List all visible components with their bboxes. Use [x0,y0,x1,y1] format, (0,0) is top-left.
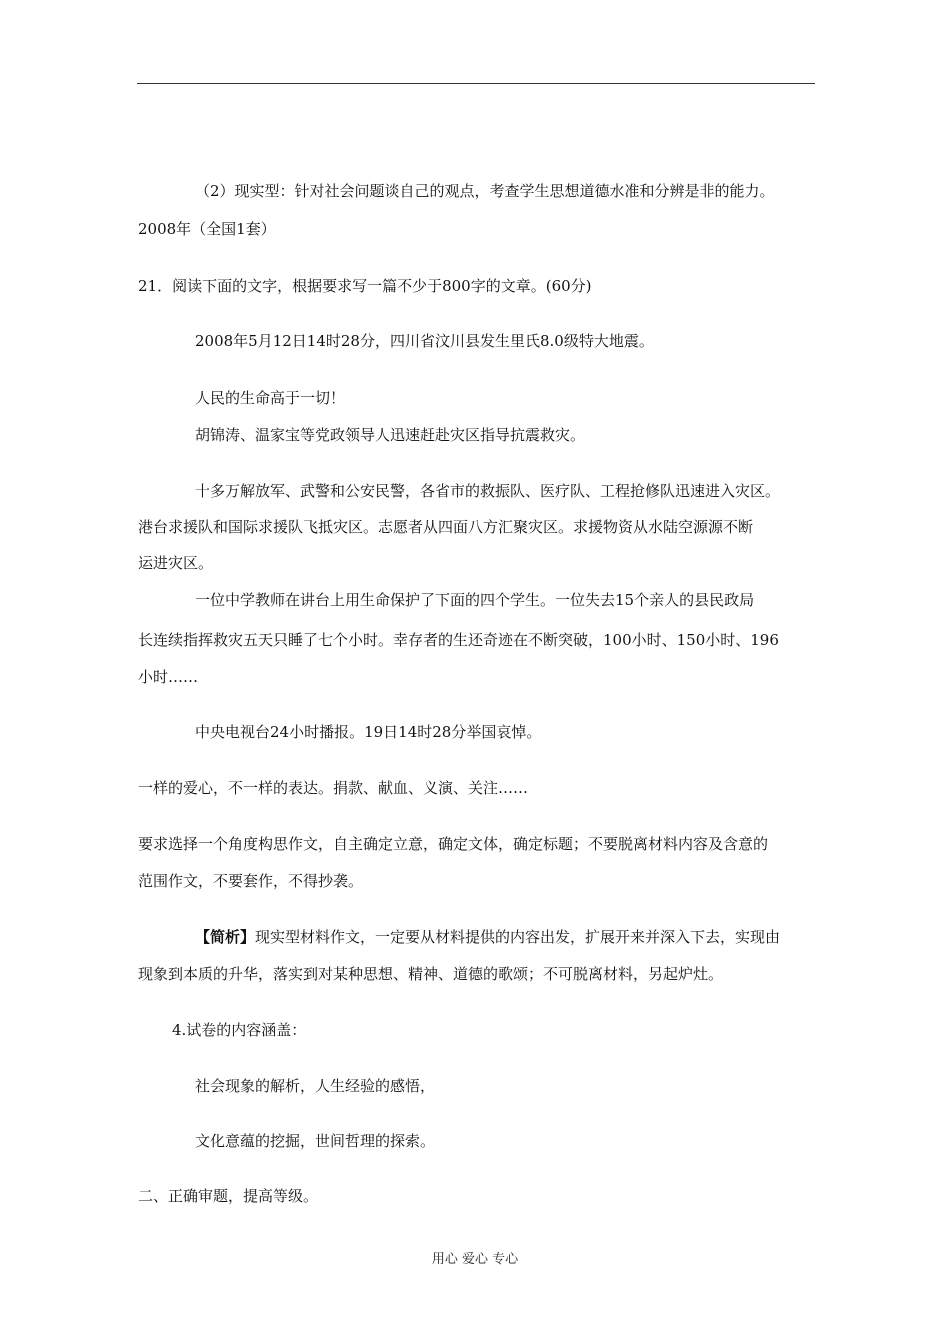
text-line: 范围作文，不要套作，不得抄袭。 [138,872,364,890]
text-line: 一位中学教师在讲台上用生命保护了下面的四个学生。一位失去15个亲人的县民政局 [195,591,755,609]
text-line: 4.试卷的内容涵盖： [172,1021,307,1039]
text-line: 社会现象的解析，人生经验的感悟， [195,1077,436,1095]
text-line: 2008年（全国1套） [138,220,276,238]
text-line: （2）现实型：针对社会问题谈自己的观点，考查学生思想道德水准和分辨是非的能力。 [195,182,775,200]
analysis-label: 【简析】 [195,928,256,946]
text-line: 一样的爱心，不一样的表达。捐款、献血、义演、关注…… [138,779,529,797]
text-line: 十多万解放军、武警和公安民警，各省市的救振队、医疗队、工程抢修队迅速进入灾区。 [195,482,781,500]
page-footer: 用心 爱心 专心 [431,1252,519,1267]
text-line: 二、正确审题，提高等级。 [138,1187,319,1205]
text-line: 要求选择一个角度构思作文，自主确定立意，确定文体，确定标题；不要脱离材料内容及含意的 [138,835,769,853]
analysis-text: 现实型材料作文，一定要从材料提供的内容出发，扩展开来并深入下去，实现由 [255,928,781,946]
text-line: 小时…… [138,668,199,686]
text-line: 中央电视台24小时播报。19日14时28分举国哀悼。 [195,723,542,741]
text-line: 2008年5月12日14时28分，四川省汶川县发生里氏8.0级特大地震。 [195,332,654,350]
text-line: 港台求援队和国际求援队飞抵灾区。志愿者从四面八方汇聚灾区。求援物资从水陆空源源不断 [138,518,754,536]
text-line: 21．阅读下面的文字，根据要求写一篇不少于800字的文章。(60分) [138,277,592,295]
text-line: 人民的生命高于一切！ [195,389,346,407]
text-line: 文化意蕴的挖掘，世间哲理的探索。 [195,1132,436,1150]
header-rule [137,83,815,84]
text-line: 现象到本质的升华，落实到对某种思想、精神、道德的歌颂；不可脱离材料，另起炉灶。 [138,965,724,983]
text-line: 胡锦涛、温家宝等党政领导人迅速赶赴灾区指导抗震救灾。 [195,426,586,444]
text-line: 运进灾区。 [138,554,214,572]
text-line [195,927,780,947]
text-line: 长连续指挥救灾五天只睡了七个小时。幸存者的生还奇迹在不断突破，100小时、150小时、196 [138,631,779,649]
